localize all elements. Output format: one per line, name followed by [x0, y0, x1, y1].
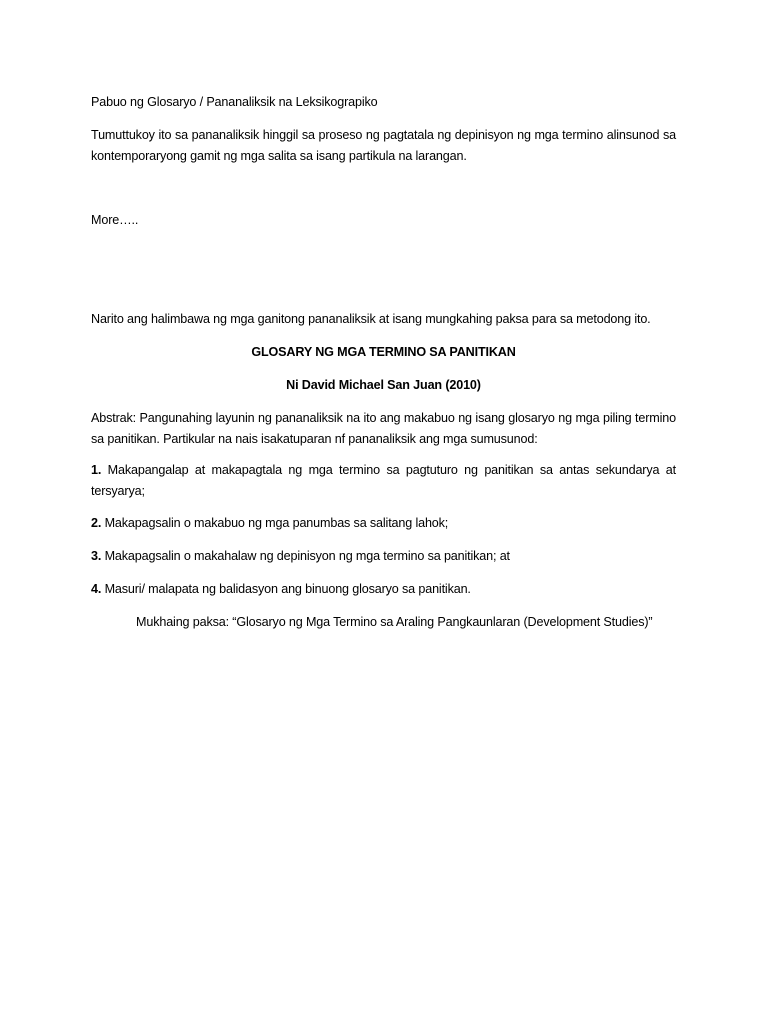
objective-number: 3. — [91, 549, 102, 563]
objective-text: Makapagsalin o makabuo ng mga panumbas sa salitang lahok; — [104, 516, 449, 530]
objective-item — [91, 546, 676, 567]
description-paragraph: Tumuttukoy ito sa pananaliksik hinggil sa proseso ng pagtatala ng depinisyon ng mga termino alinsunod sa kontemporaryong gamit ng mga salita sa isang partikula na larangan. — [91, 128, 676, 163]
objective-item — [91, 460, 676, 502]
document-heading: Pabuo ng Glosaryo / Pananaliksik na Leksikograpiko — [91, 95, 378, 109]
suggested-topic: Mukhaing paksa: “Glosaryo ng Mga Termino sa Araling Pangkaunlaran (Development Studies)” — [136, 615, 653, 629]
objective-item — [91, 579, 676, 600]
objective-item — [91, 513, 676, 534]
objective-text: Makapangalap at makapagtala ng mga termino sa pagtuturo ng panitikan sa antas sekundarya at tersyarya; — [91, 463, 676, 498]
study-title: GLOSARY NG MGA TERMINO SA PANITIKAN — [251, 345, 516, 359]
objective-number: 4. — [91, 582, 102, 596]
objective-number: 2. — [91, 516, 102, 530]
more-text: More….. — [91, 213, 139, 227]
objective-number: 1. — [91, 463, 102, 477]
intro-paragraph: Narito ang halimbawa ng mga ganitong pananaliksik at isang mungkahing paksa para sa metodong ito. — [91, 312, 651, 326]
study-author: Ni David Michael San Juan (2010) — [286, 378, 481, 392]
objective-text: Masuri/ malapata ng balidasyon ang binuong glosaryo sa panitikan. — [104, 582, 471, 596]
objective-text: Makapagsalin o makahalaw ng depinisyon ng mga termino sa panitikan; at — [104, 549, 510, 563]
abstract-paragraph: Abstrak: Pangunahing layunin ng pananaliksik na ito ang makabuo ng isang glosaryo ng mga piling termino sa panitikan. Partikular na nais isakatuparan nf pananaliksik ang mga sumusunod: — [91, 411, 676, 446]
